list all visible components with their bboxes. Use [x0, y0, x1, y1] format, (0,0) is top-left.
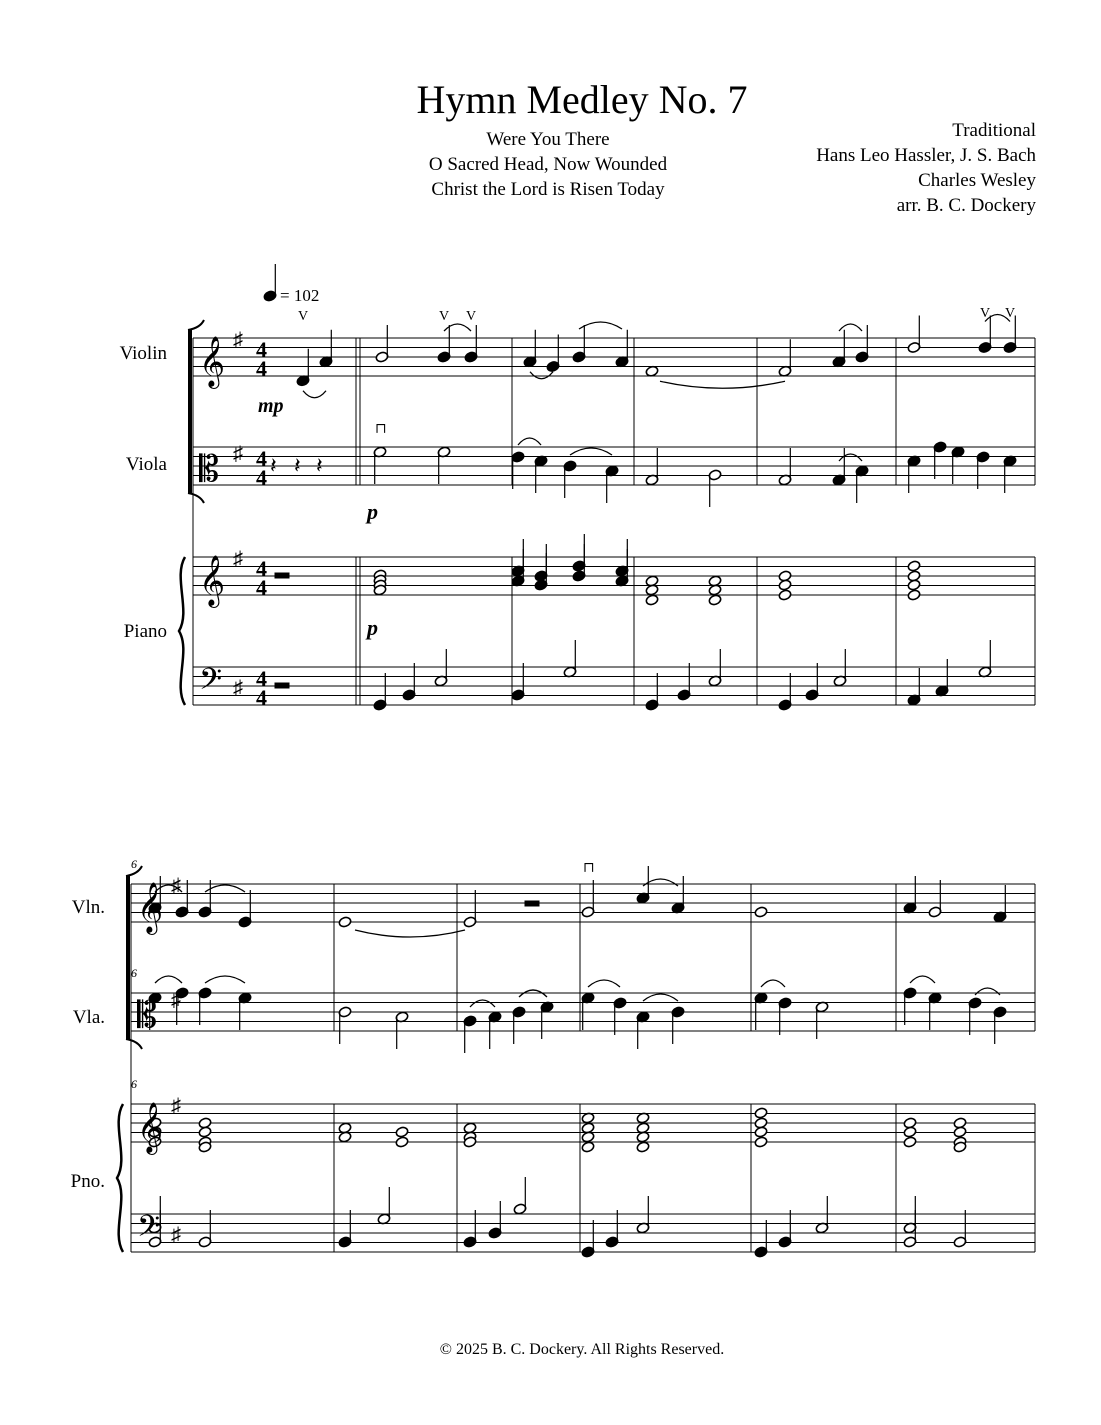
chord-note — [754, 1126, 768, 1138]
bass-clef: 𝄢 — [137, 1210, 161, 1250]
treble-clef: 𝄞 — [199, 337, 226, 386]
slur — [839, 324, 862, 331]
treble-clef: 𝄞 — [137, 883, 164, 932]
slur — [205, 885, 245, 892]
slur — [975, 988, 1000, 995]
slur — [355, 930, 465, 937]
slur — [579, 322, 622, 329]
slur — [570, 448, 612, 455]
slur — [910, 976, 935, 983]
piano-brace — [179, 557, 185, 705]
slur — [643, 994, 678, 1001]
bowing-down: ⊓ — [375, 422, 387, 437]
hymn-title-1: Were You There — [486, 129, 610, 150]
time-sig-bottom: 4 — [256, 465, 267, 490]
time-sig-bottom: 4 — [256, 356, 267, 381]
time-sig-top: 4 — [256, 556, 267, 581]
slur — [530, 372, 553, 379]
chord-note — [907, 560, 921, 572]
slur — [761, 980, 785, 987]
slur — [205, 976, 245, 983]
measure-number-piano: 6 — [131, 1077, 137, 1091]
whole-rest — [275, 573, 289, 578]
key-sharp: ♯ — [171, 1224, 181, 1246]
label-viola-short: Vla. — [72, 1007, 105, 1028]
chord-note — [395, 1126, 409, 1138]
chord-note — [198, 1126, 212, 1138]
arranger: arr. B. C. Dockery — [896, 195, 1036, 216]
slur — [839, 454, 862, 461]
bracket-top — [188, 320, 204, 330]
alto-clef: 𝄡 — [199, 449, 220, 489]
whole-rest — [275, 683, 289, 688]
hymn-title-3: Christ the Lord is Risen Today — [431, 179, 665, 200]
time-sig-bottom: 4 — [256, 685, 267, 710]
chord-note — [778, 579, 792, 591]
time-sig-top: 4 — [256, 446, 267, 471]
tempo-marking: = 102 — [280, 286, 320, 305]
key-sharp: ♯ — [171, 1095, 181, 1117]
dynamic-mp: mp — [258, 395, 284, 417]
slur — [518, 438, 541, 445]
slur — [470, 1000, 495, 1007]
time-sig-top: 4 — [256, 666, 267, 691]
chord-note — [645, 594, 659, 606]
chord-note — [636, 1141, 650, 1153]
chord-note — [907, 579, 921, 591]
chord-note — [907, 589, 921, 601]
bass-clef: 𝄢 — [199, 663, 223, 703]
measure-number-viola: 6 — [131, 966, 137, 980]
chord-note — [903, 1126, 917, 1138]
treble-clef: 𝄞 — [137, 1103, 164, 1152]
bracket-bottom — [126, 1039, 142, 1049]
composer-2: Hans Leo Hassler, J. S. Bach — [816, 145, 1036, 166]
label-violin: Violin — [119, 343, 167, 364]
alto-clef: 𝄡 — [137, 995, 158, 1035]
dynamic-piano-p: p — [367, 615, 378, 640]
note — [754, 906, 768, 918]
slur — [588, 980, 620, 987]
slur — [155, 976, 182, 983]
bowing-up: V — [298, 309, 309, 324]
key-sharp: ♯ — [233, 329, 243, 351]
bowing-up: V — [466, 309, 477, 324]
composer-3: Charles Wesley — [918, 170, 1036, 191]
chord-note — [953, 1126, 967, 1138]
copyright: © 2025 B. C. Dockery. All Rights Reserved. — [439, 1341, 725, 1358]
note — [645, 365, 659, 377]
label-violin-short: Vln. — [71, 897, 105, 918]
treble-clef: 𝄞 — [199, 556, 226, 605]
quarter-rest: 𝄽 — [294, 453, 301, 478]
key-sharp: ♯ — [233, 677, 243, 699]
chord-note — [778, 589, 792, 601]
half-rest — [525, 901, 539, 906]
bowing-up: V — [980, 306, 991, 321]
slur — [303, 391, 326, 398]
score-title: Hymn Medley No. 7 — [416, 77, 748, 122]
slur — [444, 324, 471, 331]
label-piano-short: Pno. — [70, 1171, 105, 1192]
chord-note — [754, 1136, 768, 1148]
hymn-title-2: O Sacred Head, Now Wounded — [428, 154, 668, 175]
quarter-rest: 𝄽 — [270, 453, 277, 478]
time-sig-bottom: 4 — [256, 575, 267, 600]
key-sharp: ♯ — [233, 548, 243, 570]
bowing-down: ⊓ — [583, 861, 595, 876]
key-sharp: ♯ — [171, 875, 181, 897]
chord-note — [754, 1107, 768, 1119]
slur — [660, 381, 785, 388]
chord-note — [581, 1141, 595, 1153]
chord-note — [395, 1136, 409, 1148]
key-sharp: ♯ — [233, 443, 243, 465]
bowing-up: V — [439, 309, 450, 324]
key-sharp: ♯ — [171, 989, 181, 1011]
label-viola: Viola — [125, 454, 167, 475]
chord-note — [708, 594, 722, 606]
bowing-up: V — [1005, 306, 1016, 321]
chord-note — [903, 1136, 917, 1148]
piano-brace — [117, 1104, 123, 1252]
note — [338, 916, 352, 928]
bracket-bottom — [188, 493, 204, 503]
quarter-rest: 𝄽 — [316, 453, 323, 478]
measure-number-violin: 6 — [131, 857, 137, 871]
time-sig-top: 4 — [256, 337, 267, 362]
dynamic-viola-p: p — [367, 499, 378, 524]
composer-1: Traditional — [952, 120, 1036, 141]
label-piano: Piano — [123, 621, 167, 642]
